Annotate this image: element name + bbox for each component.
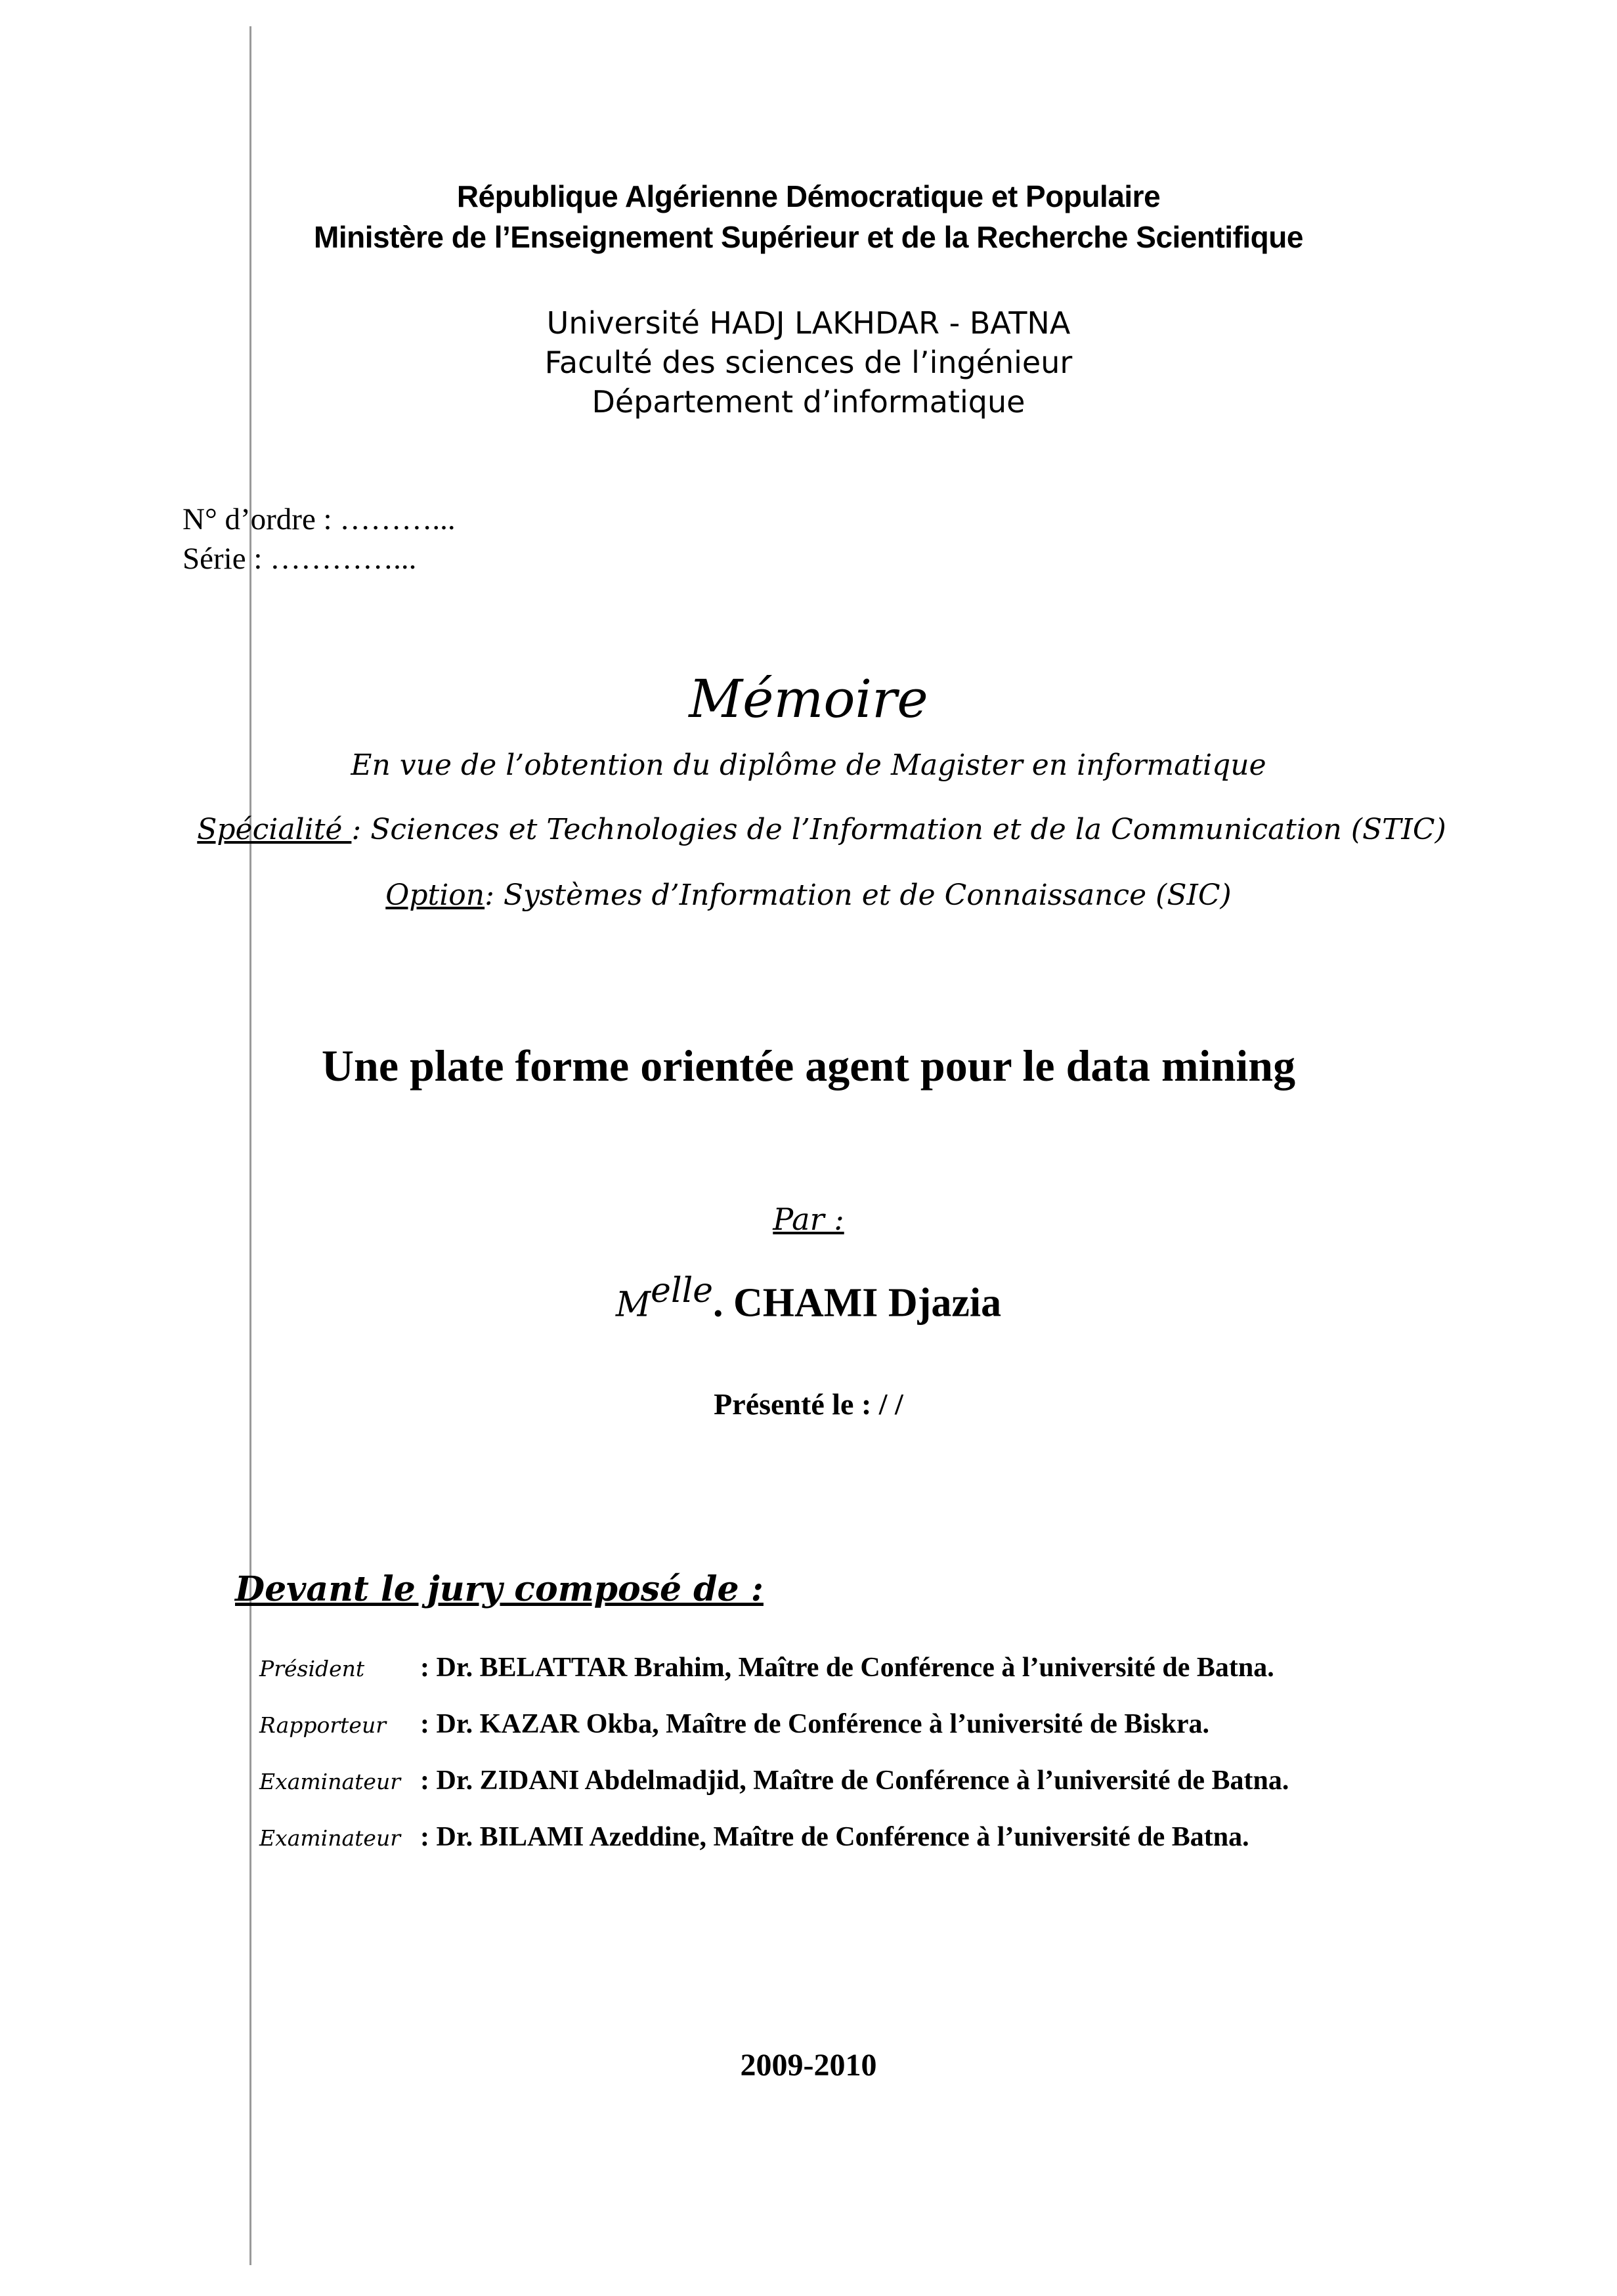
- option-label: Option: [385, 878, 485, 912]
- degree-purpose: En vue de l’obtention du diplôme de Magister en informatique: [351, 748, 1266, 782]
- thesis-title: Une plate forme orientée agent pour le data mining: [321, 1041, 1296, 1091]
- specialite-line: [0, 813, 1617, 846]
- specialite-value: : Sciences et Technologies de l’Information et de la Communication (STIC): [351, 813, 1446, 846]
- par-label: Par :: [773, 1202, 844, 1237]
- serie-number: Série : …………...: [183, 542, 417, 576]
- jury-member: [259, 1821, 1249, 1861]
- republic-heading: République Algérienne Démocratique et Populaire: [456, 179, 1161, 213]
- memoire-title: Mémoire: [689, 668, 928, 729]
- option-value: : Systèmes d’Information et de Connaissance (SIC): [485, 878, 1232, 912]
- specialite-label: Spécialité: [197, 813, 352, 846]
- jury-role: Examinateur: [259, 1769, 400, 1794]
- author-civility: M: [615, 1285, 651, 1325]
- author-civility-sup: elle: [651, 1271, 713, 1310]
- academic-year: 2009-2010: [740, 2048, 877, 2083]
- jury-member: [259, 1652, 1274, 1691]
- jury-member: [259, 1765, 1289, 1804]
- department-name: Département d’informatique: [592, 384, 1025, 420]
- ministry-heading: Ministère de l’Enseignement Supérieur et de la Recherche Scientifique: [314, 220, 1303, 254]
- jury-heading: Devant le jury composé de :: [235, 1569, 764, 1609]
- jury-details: : Dr. BELATTAR Brahim, Maître de Conférence à l’université de Batna.: [420, 1653, 1274, 1683]
- jury-role: Rapporteur: [259, 1712, 386, 1738]
- presented-date: Présenté le : / /: [714, 1387, 903, 1421]
- jury-details: : Dr. ZIDANI Abdelmadjid, Maître de Conférence à l’université de Batna.: [420, 1765, 1289, 1796]
- order-number: N° d’ordre : ………...: [183, 502, 456, 536]
- jury-details: : Dr. BILAMI Azeddine, Maître de Conférence à l’université de Batna.: [420, 1822, 1249, 1852]
- faculty-name: Faculté des sciences de l’ingénieur: [544, 345, 1073, 380]
- university-name: Université HADJ LAKHDAR - BATNA: [546, 305, 1071, 341]
- jury-role: Examinateur: [259, 1825, 400, 1851]
- jury-member: [259, 1708, 1209, 1748]
- jury-role: Président: [259, 1656, 365, 1681]
- author-line: [0, 1271, 1617, 1327]
- jury-details: : Dr. KAZAR Okba, Maître de Conférence à l’université de Biskra.: [420, 1709, 1209, 1739]
- author-name: . CHAMI Djazia: [712, 1280, 1002, 1326]
- option-line: [0, 878, 1617, 912]
